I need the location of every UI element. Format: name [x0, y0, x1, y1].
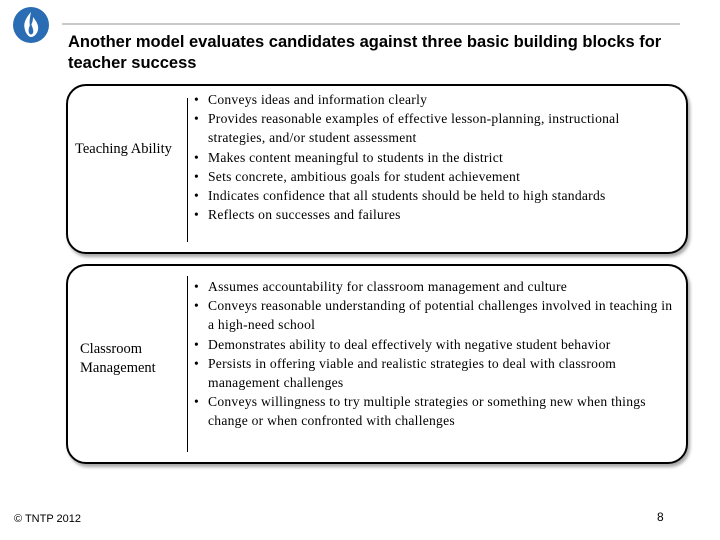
list-item: • Provides reasonable examples of effective lesson-planning, instructional strategies, and/or student assessment	[194, 109, 678, 147]
header-rule	[62, 23, 680, 25]
divider-line	[187, 276, 188, 452]
list-item: • Assumes accountability for classroom management and culture	[194, 277, 678, 296]
page-number: 8	[657, 510, 664, 524]
list-item: • Demonstrates ability to deal effectively with negative student behavior	[194, 335, 678, 354]
list-item: • Indicates confidence that all students should be held to high standards	[194, 186, 678, 205]
teaching-ability-list	[194, 90, 678, 224]
teaching-ability-panel	[66, 84, 688, 254]
copyright-text: © TNTP 2012	[14, 513, 82, 525]
list-item: • Sets concrete, ambitious goals for student achievement	[194, 167, 678, 186]
classroom-management-panel	[66, 264, 688, 464]
block-label-classroom-management: Classroom Management	[80, 341, 156, 376]
list-item: • Persists in offering viable and realistic strategies to deal with classroom management challenges	[194, 354, 678, 392]
block-label-teaching-ability: Teaching Ability	[75, 141, 172, 157]
list-item: • Conveys willingness to try multiple strategies or something new when things change or when confronted with challenges	[194, 392, 678, 430]
list-item: • Reflects on successes and failures	[194, 205, 678, 224]
list-item: • Conveys reasonable understanding of potential challenges involved in teaching in a high-need school	[194, 296, 678, 334]
list-item: • Conveys ideas and information clearly	[194, 90, 678, 109]
tntp-logo-icon	[12, 6, 50, 44]
divider-line	[187, 98, 188, 242]
page-title: Another model evaluates candidates against three basic building blocks for teacher success	[68, 33, 662, 72]
list-item: • Makes content meaningful to students in the district	[194, 148, 678, 167]
classroom-management-list	[194, 277, 678, 431]
